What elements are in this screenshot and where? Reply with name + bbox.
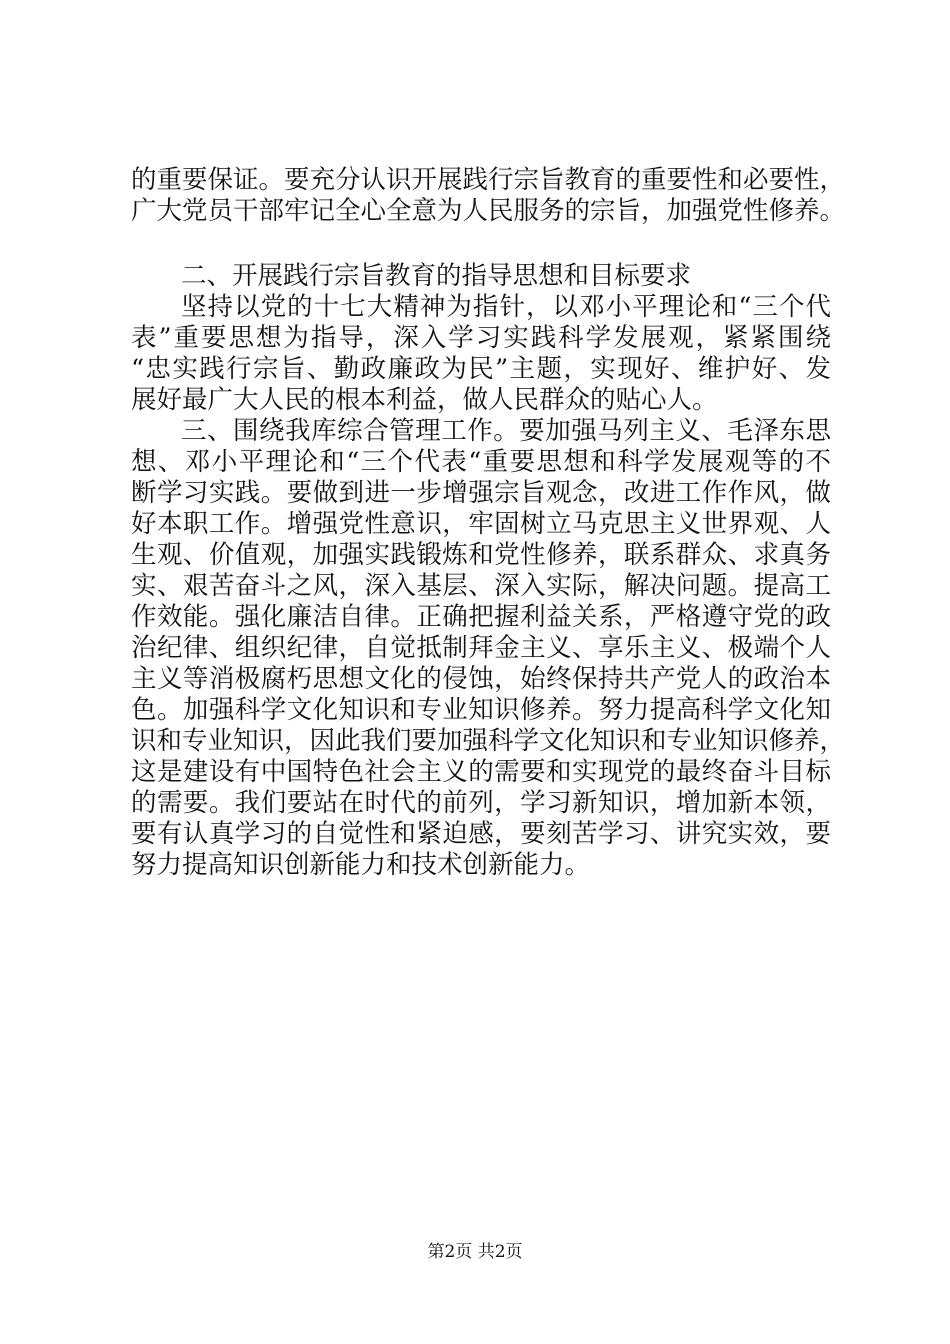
text-line: 主义等消极腐朽思想文化的侵蚀，始终保持共产党人的政治本 xyxy=(131,664,831,694)
paragraph-gap xyxy=(131,227,831,261)
text-line: 识和专业知识，因此我们要加强科学文化知识和专业知识修养， xyxy=(131,726,846,756)
document-body xyxy=(131,165,846,881)
text-line: 好本职工作。增强党性意识，牢固树立马克思主义世界观、人 xyxy=(131,509,831,539)
text-line: “忠实践行宗旨、勤政廉政为民”主题，实现好、维护好、发 xyxy=(131,354,831,384)
text-line: 三、围绕我库综合管理工作。要加强马列主义、毛泽东思 xyxy=(181,416,831,446)
text-line: 坚持以党的十七大精神为指针，以邓小平理论和“三个代 xyxy=(181,292,831,322)
text-line: 广大党员干部牢记全心全意为人民服务的宗旨，加强党性修养。 xyxy=(131,196,846,226)
text-line: 作效能。强化廉洁自律。正确把握利益关系，严格遵守党的政 xyxy=(131,602,831,632)
paragraph-management-work xyxy=(131,416,846,881)
text-line: 要有认真学习的自觉性和紧迫感，要刻苦学习、讲究实效，要 xyxy=(131,819,831,849)
paragraph-intro xyxy=(131,165,846,227)
text-line: 这是建设有中国特色社会主义的需要和实现党的最终奋斗目标 xyxy=(131,757,831,787)
text-line: 努力提高知识创新能力和技术创新能力。 xyxy=(131,850,591,880)
text-line: 展好最广大人民的根本利益，做人民群众的贴心人。 xyxy=(131,385,718,415)
text-line: 的需要。我们要站在时代的前列，学习新知识，增加新本领， xyxy=(131,788,831,818)
text-line: 治纪律、组织纪律，自觉抵制拜金主义、享乐主义、极端个人 xyxy=(131,633,831,663)
page-number-footer: 第2页 共2页 xyxy=(427,1242,523,1262)
text-line: 的重要保证。要充分认识开展践行宗旨教育的重要性和必要性， xyxy=(131,165,846,195)
text-line: 想、邓小平理论和“三个代表“重要思想和科学发展观等的不 xyxy=(131,447,831,477)
text-line: 色。加强科学文化知识和专业知识修养。努力提高科学文化知 xyxy=(131,695,831,725)
paragraph-guiding-ideology xyxy=(131,292,831,416)
text-line: 断学习实践。要做到进一步增强宗旨观念，改进工作作风，做 xyxy=(131,478,831,508)
text-line: 表”重要思想为指导，深入学习实践科学发展观，紧紧围绕 xyxy=(131,323,831,353)
text-line: 生观、价值观，加强实践锻炼和党性修养，联系群众、求真务 xyxy=(131,540,831,570)
section-heading: 二、开展践行宗旨教育的指导思想和目标要求 xyxy=(181,261,692,291)
text-line: 实、艰苦奋斗之风，深入基层、深入实际，解决问题。提高工 xyxy=(131,571,831,601)
